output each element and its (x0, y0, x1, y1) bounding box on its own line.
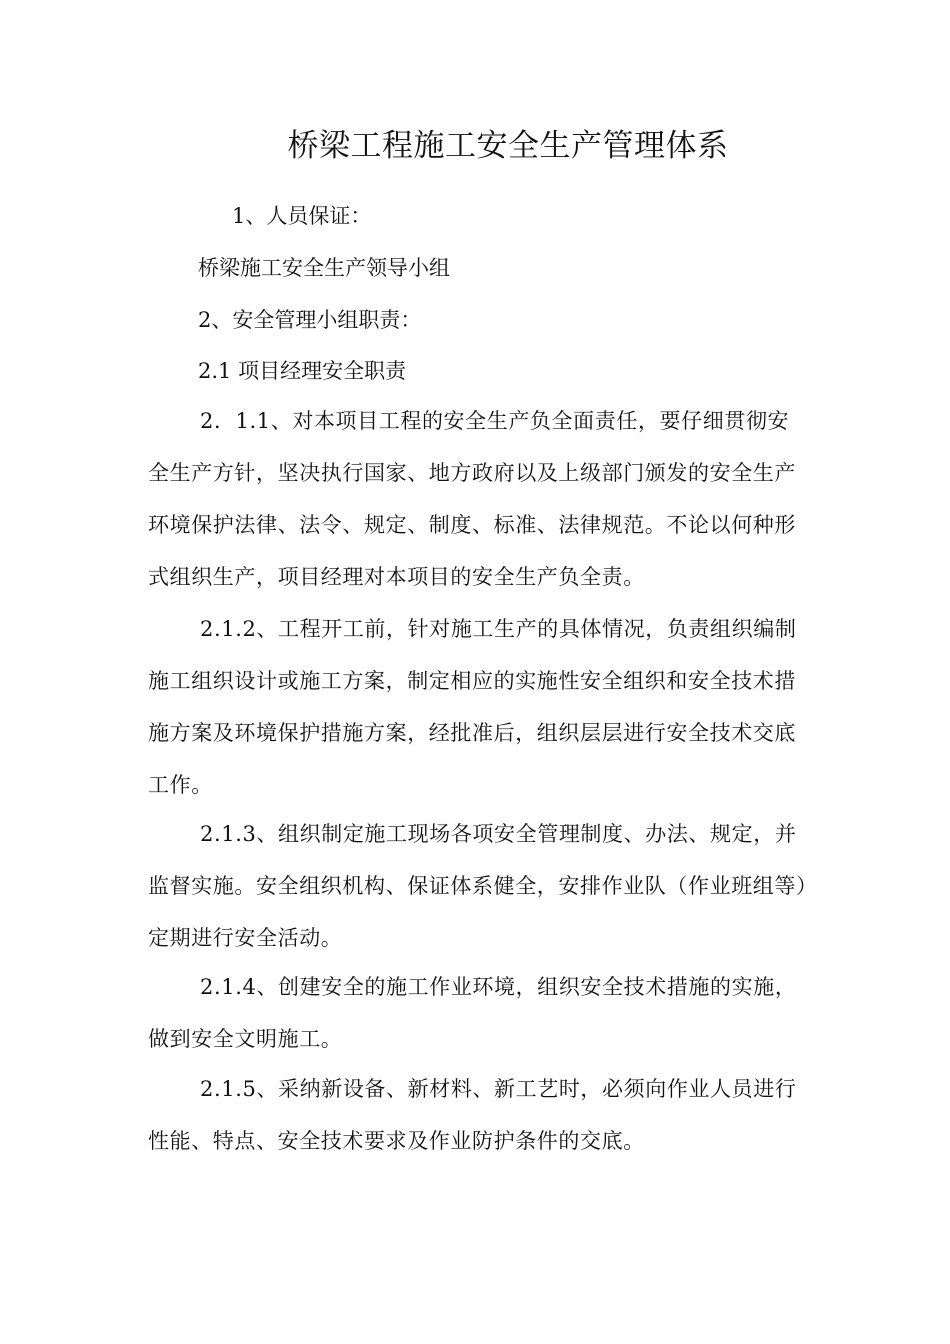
section-2-1-heading: 2.1 项目经理安全职责 (198, 359, 407, 383)
paragraph-2-1-4: 2.1.4、创建安全的施工作业环境，组织安全技术措施的实施，做到安全文明施工。 (148, 975, 797, 1051)
paragraph-2-1-1: 2．1.1、对本项目工程的安全生产负全面责任，要仔细贯彻安全生产方针，坚决执行国家、地方政府以及上级部门颁发的安全生产环境保护法律、法令、规定、制度、标准、法律规范。不论以何种形式组织生产，项目经理对本项目的安全生产负全责。 (148, 409, 796, 589)
document-title: 桥梁工程施工安全生产管理体系 (287, 128, 729, 164)
paragraph-2-1-5: 2.1.5、采纳新设备、新材料、新工艺时，必须向作业人员进行性能、特点、安全技术要求及作业防护条件的交底。 (148, 1077, 797, 1153)
paragraph-2-1-2: 2.1.2、工程开工前，针对施工生产的具体情况，负责组织编制施工组织设计或施工方案，制定相应的实施性安全组织和安全技术措施方案及环境保护措施方案，经批准后，组织层层进行安全技术交底工作。 (148, 617, 797, 797)
section-1-text: 桥梁施工安全生产领导小组 (198, 256, 450, 280)
paragraph-2-1-3: 2.1.3、组织制定施工现场各项安全管理制度、办法、规定，并监督实施。安全组织机构、保证体系健全，安排作业队（作业班组等）定期进行安全活动。 (148, 822, 808, 950)
section-1-heading: 1、人员保证： (232, 204, 372, 228)
section-2-heading: 2、安全管理小组职责： (198, 308, 422, 332)
